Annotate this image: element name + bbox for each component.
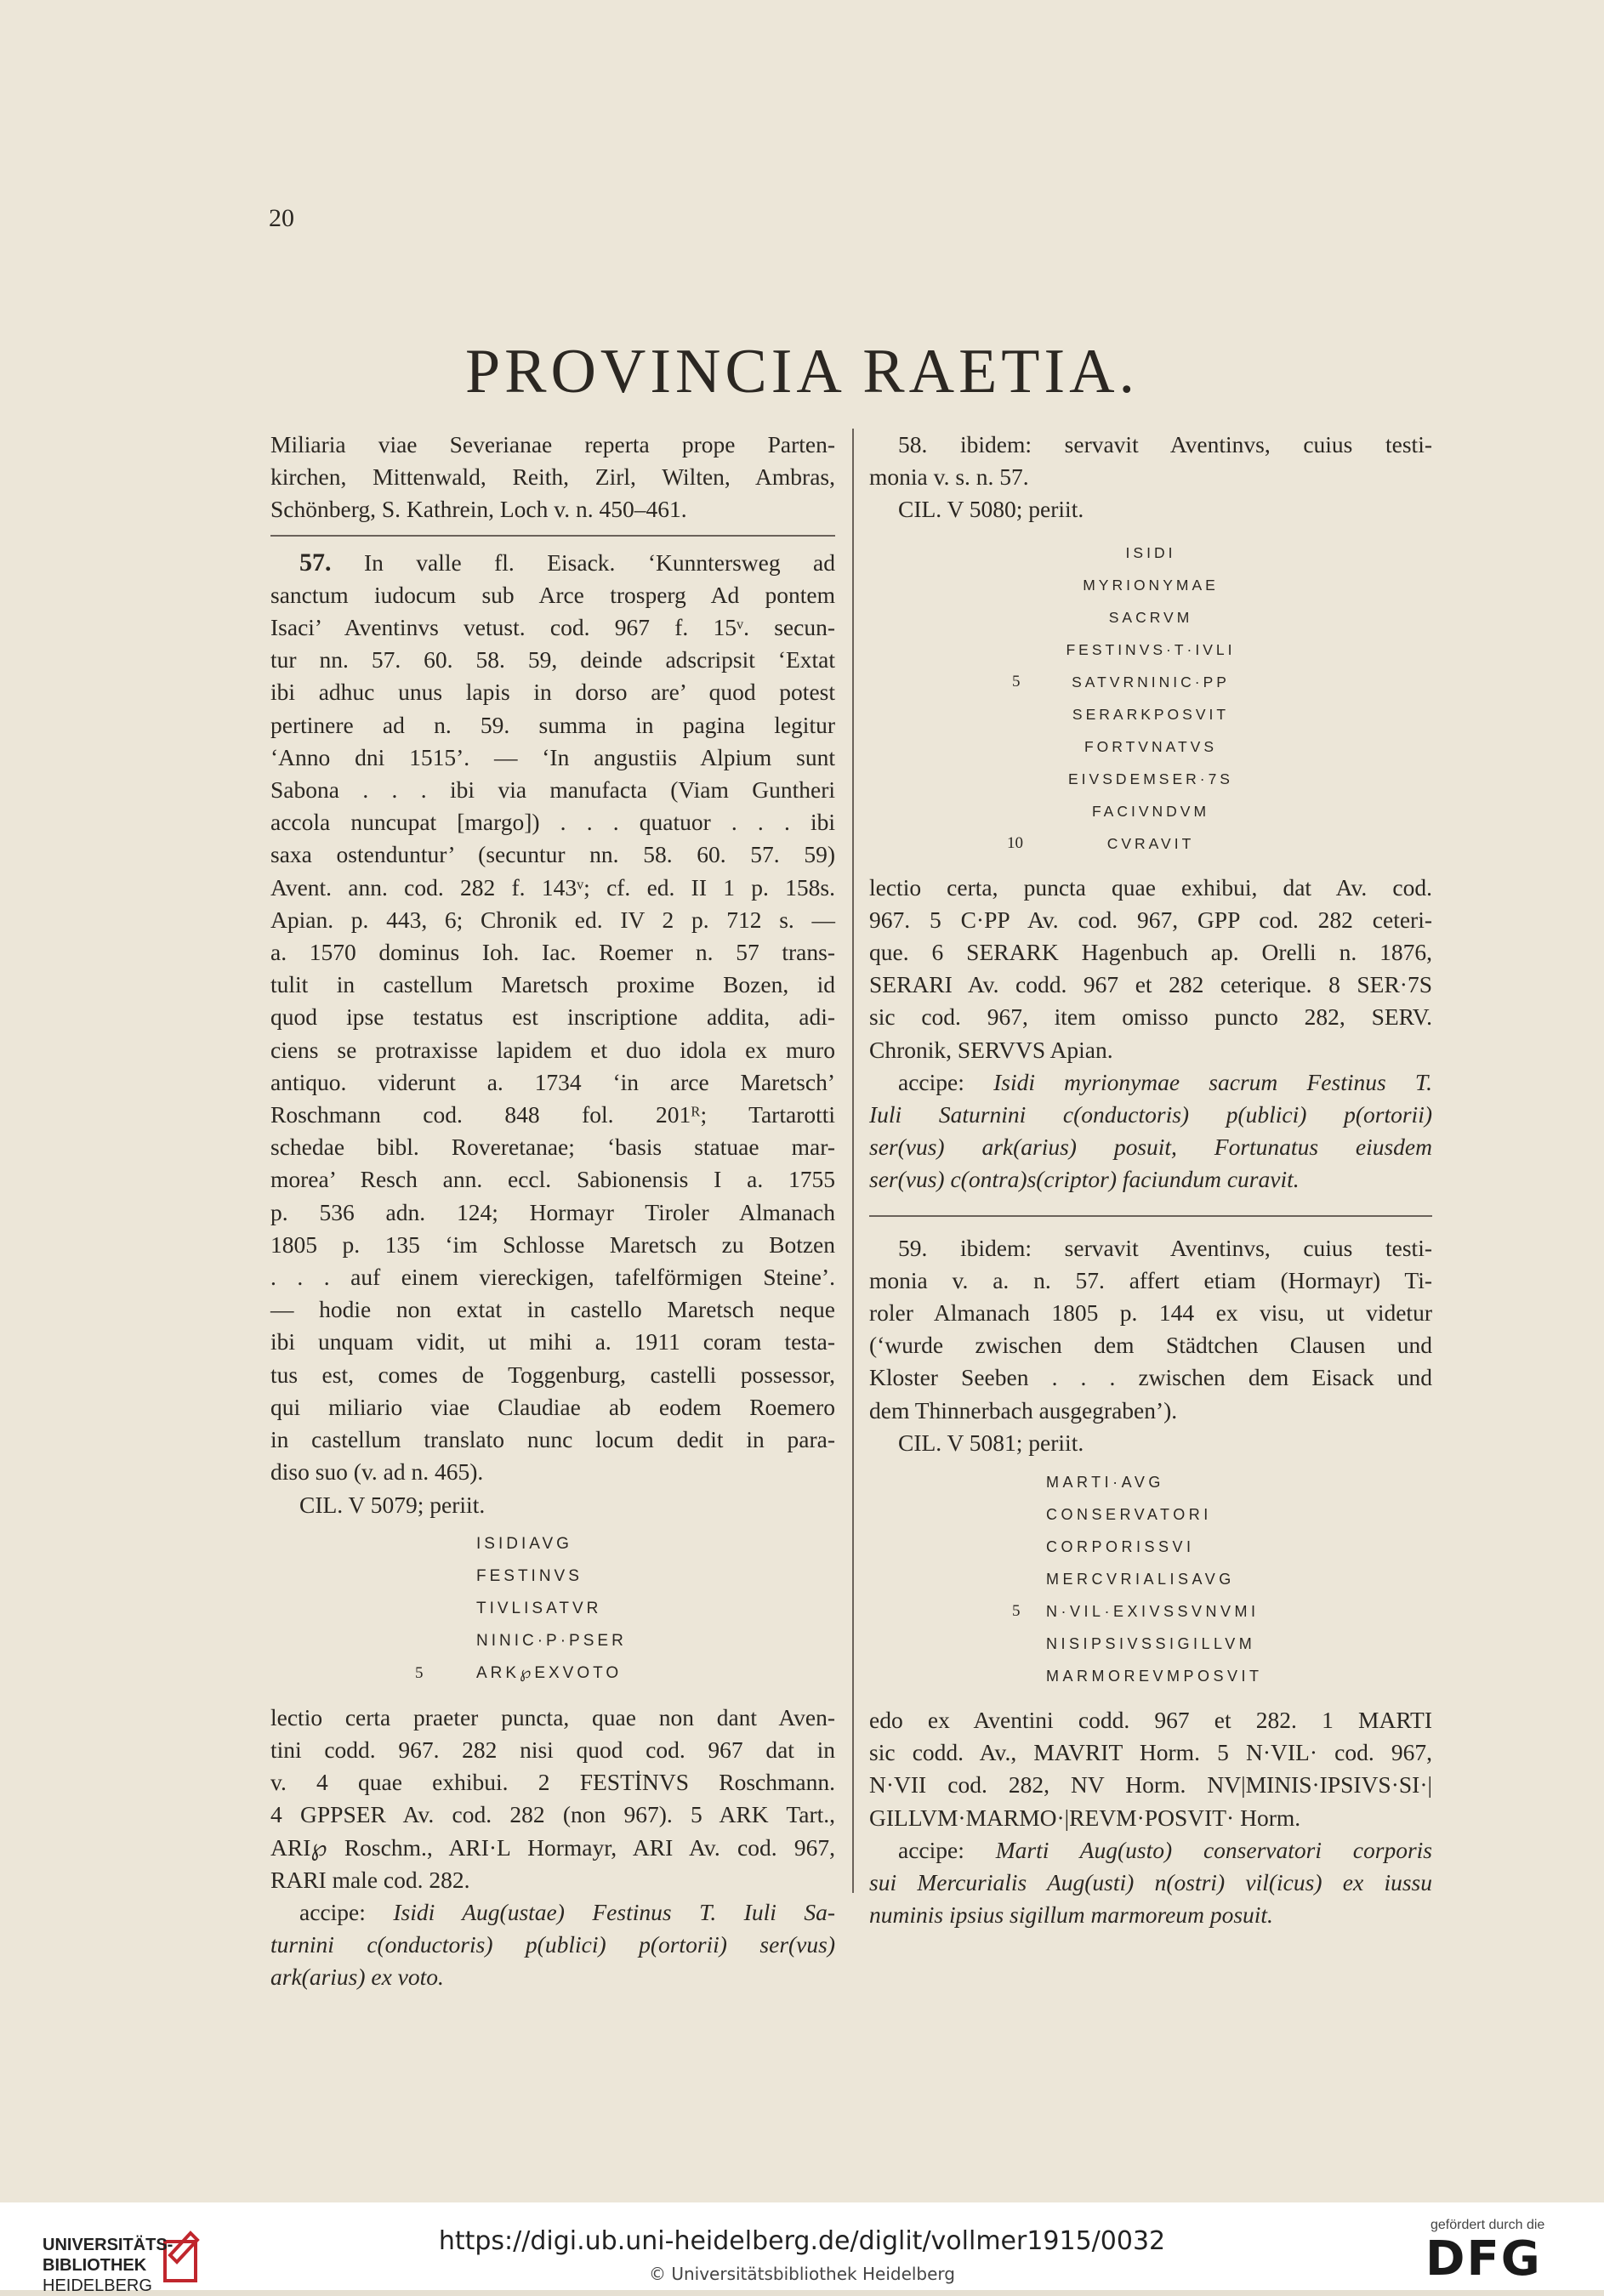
inscription-line: ISIDI — [1125, 543, 1176, 561]
entry-line: Roschmann cod. 848 fol. 201ᴿ; Tartarotti — [270, 1101, 835, 1128]
entry-line: ciens se protraxisse lapidem et duo idola ex muro — [270, 1036, 835, 1063]
inscription-line: EIVSDEMSER·7S — [1068, 770, 1233, 787]
entry-line: Kloster Seeben . . . zwischen dem Eisack und — [869, 1364, 1432, 1391]
accipe-text: Marti Aug(usto) conservatori corporis — [995, 1836, 1433, 1863]
column-divider — [852, 429, 854, 1893]
entry-line: tus est, comes de Toggenburg, castelli possessor, — [270, 1361, 835, 1388]
entry-line: (‘wurde zwischen dem Städtchen Clausen und — [869, 1332, 1432, 1359]
lectio-line: que. 6 SERARK Hagenbuch ap. Orelli n. 1876, — [869, 939, 1432, 966]
inscription-line: FESTINVS — [476, 1566, 583, 1585]
inscription-line: SACRVM — [1108, 608, 1193, 626]
entry-line: tulit in castellum Maretsch proxime Bozen, id — [270, 971, 835, 998]
inscription-line: MERCVRIALISAVG — [1046, 1571, 1235, 1588]
entry-58 — [869, 429, 1432, 1196]
accipe-line: turnini c(onductoris) p(ublici) p(ortorii) ser(vus) — [270, 1931, 835, 1958]
copyright-notice: © Universitätsbibliothek Heidelberg — [648, 2264, 955, 2284]
entry-line: Isaci’ Aventinvs vetust. cod. 967 f. 15ᵛ. secun- — [270, 614, 835, 641]
accipe-line — [270, 1896, 835, 1929]
inscription-line: FORTVNATVS — [1084, 737, 1218, 755]
library-name-line: BIBLIOTHEK — [43, 2256, 147, 2275]
lectio-line: ARI℘ Roschm., ARI·L Hormayr, ARI Av. cod. 967, — [270, 1833, 835, 1861]
intro-line: Schönberg, S. Kathrein, Loch v. n. 450–461. — [270, 496, 687, 523]
lectio-line: 967. 5 C·PP Av. cod. 967, GPP cod. 282 ceteri- — [869, 906, 1432, 933]
permalink-url[interactable]: https://digi.ub.uni-heidelberg.de/diglit/vollmer1915/0032 — [438, 2226, 1166, 2256]
entry-line: monia v. a. n. 57. affert etiam (Hormayr) Ti- — [869, 1266, 1432, 1293]
accipe-line — [869, 1066, 1432, 1099]
lectio-line: tini codd. 967. 282 nisi quod cod. 967 dat in — [270, 1736, 835, 1763]
entry-line: schedae bibl. Roveretanae; ‘basis statuae mar- — [270, 1134, 835, 1161]
inscription-line: CVRAVIT — [1106, 834, 1195, 852]
entry-59 — [869, 1232, 1432, 1932]
lectio-line: SERARI Av. codd. 967 et 282 ceterique. 8 SER·7S — [869, 971, 1432, 998]
lectio-line: sic codd. Av., MAVRIT Horm. 5 N·VIL· cod. 967, — [869, 1739, 1432, 1766]
funding-note: gefördert durch die — [1431, 2218, 1545, 2232]
inscription-line: FESTINVS·T·IVLI — [1066, 640, 1236, 658]
entry-line: a. 1570 dominus Ioh. Iac. Roemer n. 57 trans- — [270, 939, 835, 966]
cil-reference: CIL. V 5080; periit. — [898, 496, 1084, 523]
inscription-line: ISIDIAVG — [476, 1534, 572, 1553]
dfg-logo: DFG — [1425, 2231, 1542, 2287]
page-title: PROVINCIA RAETIA. — [464, 337, 1140, 406]
accipe-line: ser(vus) ark(arius) posuit, Fortunatus eiusdem — [869, 1134, 1432, 1161]
lectio-line: lectio certa, puncta quae exhibui, dat Av. cod. — [869, 873, 1432, 901]
inscription-line: MYRIONYMAE — [1083, 576, 1219, 594]
accipe-line: ark(arius) ex voto. — [270, 1964, 444, 1991]
cil-reference: CIL. V 5081; periit. — [898, 1429, 1084, 1456]
entry-line: saxa ostenduntur’ (secuntur nn. 58. 60. 57. 59) — [270, 841, 835, 868]
inscription-line: MARTI·AVG — [1046, 1474, 1164, 1492]
entry-line-text: In valle fl. Eisack. ‘Kunntersweg ad — [363, 548, 836, 576]
inscription-line-number: 10 — [1007, 833, 1023, 852]
inscription-57 — [270, 1528, 835, 1690]
accipe-label: accipe: — [299, 1898, 366, 1925]
inscription-line: CORPORISSVI — [1046, 1538, 1195, 1556]
cil-reference: CIL. V 5079; periit. — [299, 1491, 486, 1518]
inscription-line: FACIVNDVM — [1091, 802, 1210, 820]
lectio-line: lectio certa praeter puncta, quae non dant Aven- — [270, 1703, 835, 1731]
entry-number: 57. — [299, 548, 332, 577]
inscription-line: TIVLISATVR — [476, 1599, 602, 1617]
entry-line: accola nuncupat [margo]) . . . quatuor . . . ibi — [270, 809, 835, 836]
entry-line: in castellum translato nunc locum dedit in para- — [270, 1426, 835, 1453]
inscription-line: ARK℘EXVOTO — [476, 1663, 623, 1682]
entry-line: ibi adhuc unus lapis in dorso are’ quod potest — [270, 679, 835, 706]
lectio-line: sic cod. 967, item omisso puncto 282, SERV. — [869, 1003, 1432, 1031]
entry-line: qui miliario viae Claudiae ab eodem Roemero — [270, 1393, 835, 1420]
entry-line: 58. ibidem: servavit Aventinvs, cuius testi- — [898, 431, 1432, 457]
page-number: 20 — [269, 204, 294, 232]
right-column — [869, 429, 1432, 1931]
library-name-line: HEIDELBERG — [43, 2276, 152, 2295]
inscription-line: NINIC·P·PSER — [476, 1631, 627, 1650]
inscription-line: N·VIL·EXIVSSVNVMI — [1046, 1603, 1260, 1621]
entry-line: 59. ibidem: servavit Aventinvs, cuius testi- — [898, 1234, 1432, 1261]
left-column — [270, 429, 835, 1994]
inscription-line-number: 5 — [415, 1663, 424, 1682]
lectio-line: 4 GPPSER Av. cod. 282 (non 967). 5 ARK Tart., — [270, 1801, 835, 1828]
entry-line: Apian. p. 443, 6; Chronik ed. IV 2 p. 712 s. — — [270, 906, 835, 933]
inscription-line-number: 5 — [1012, 672, 1021, 691]
entry-line: Avent. ann. cod. 282 f. 143ᵛ; cf. ed. II 1 p. 158s. — [270, 873, 835, 901]
entry-line: morea’ Resch ann. eccl. Sabionensis I a. 1755 — [270, 1166, 835, 1193]
accipe-text: Isidi myrionymae sacrum Festinus T. — [993, 1068, 1433, 1095]
accipe-line: Iuli Saturnini c(onductoris) p(ublici) p(ortorii) — [869, 1101, 1432, 1128]
inscription-line: SERARKPOSVIT — [1072, 705, 1230, 723]
intro-line: Miliaria viae Severianae reperta prope Parten- — [270, 431, 835, 457]
entry-line: 1805 p. 135 ‘im Schlosse Maretsch zu Botzen — [270, 1230, 835, 1258]
intro-paragraph — [270, 429, 835, 526]
inscription-line: CONSERVATORI — [1046, 1506, 1212, 1524]
inscription-58 — [869, 537, 1432, 860]
lectio-line: Chronik, SERVVS Apian. — [869, 1036, 1113, 1063]
inscription-line-number: 5 — [1012, 1602, 1021, 1621]
lectio-line: GILLVM·MARMO·|REVM·POSVIT· Horm. — [869, 1804, 1301, 1831]
accipe-line — [869, 1834, 1432, 1867]
accipe-text: Isidi Aug(ustae) Festinus T. Iuli Sa- — [393, 1898, 836, 1925]
inscription-59 — [869, 1466, 1432, 1692]
entry-line: roler Almanach 1805 p. 144 ex visu, ut videtur — [869, 1299, 1432, 1327]
accipe-line: sui Mercurialis Aug(usti) n(ostri) vil(icus) ex iussu — [869, 1869, 1432, 1896]
accipe-line: numinis ipsius sigillum marmoreum posuit. — [869, 1901, 1273, 1929]
entry-line — [270, 547, 835, 579]
entry-line: tur nn. 57. 60. 58. 59, deinde adscripsit ‘Extat — [270, 646, 835, 673]
entry-line: monia v. s. n. 57. — [869, 463, 1029, 491]
entry-line: Sabona . . . ibi via manufacta (Viam Guntheri — [270, 776, 835, 804]
entry-line: diso suo (v. ad n. 465). — [270, 1458, 484, 1486]
inscription-line: SATVRNINIC·PP — [1072, 673, 1230, 691]
section-rule — [869, 1215, 1432, 1217]
entry-line: ibi unquam vidit, ut mihi a. 1911 coram testa- — [270, 1328, 835, 1355]
accipe-line: ser(vus) c(ontra)s(criptor) faciundum curavit. — [869, 1166, 1300, 1193]
entry-line: sanctum iudocum sub Arce trosperg Ad pontem — [270, 581, 835, 608]
section-rule — [270, 535, 835, 537]
entry-line: — hodie non extat in castello Maretsch neque — [270, 1296, 835, 1323]
accipe-label: accipe: — [898, 1068, 964, 1095]
entry-line: . . . auf einem viereckigen, tafelförmigen Steine’. — [270, 1264, 835, 1291]
entry-line: quod ipse testatus est inscriptione addita, adi- — [270, 1003, 835, 1031]
library-name-line: UNIVERSITÄTS- — [43, 2236, 173, 2254]
lectio-line: RARI male cod. 282. — [270, 1866, 470, 1893]
inscription-line: NISIPSIVSSIGILLVM — [1046, 1635, 1256, 1653]
lectio-line: N·VII cod. 282, NV Horm. NV|MINIS·IPSIVS·SI·| — [869, 1771, 1432, 1799]
entry-57 — [270, 547, 835, 1994]
entry-line: dem Thinnerbach ausgegraben’). — [869, 1396, 1178, 1424]
entry-line: ‘Anno dni 1515’. — ‘In angustiis Alpium sunt — [270, 743, 835, 770]
entry-line: p. 536 adn. 124; Hormayr Tiroler Almanach — [270, 1198, 835, 1225]
accipe-label: accipe: — [898, 1836, 964, 1863]
lectio-line: v. 4 quae exhibui. 2 FESTİNVS Roschmann. — [270, 1769, 835, 1796]
lectio-line: edo ex Aventini codd. 967 et 282. 1 MARTI — [869, 1707, 1432, 1734]
entry-line: antiquo. viderunt a. 1734 ‘in arce Maretsch’ — [270, 1068, 835, 1095]
entry-line: pertinere ad n. 59. summa in pagina legitur — [270, 711, 835, 738]
intro-line: kirchen, Mittenwald, Reith, Zirl, Wilten, Ambras, — [270, 463, 835, 491]
inscription-line: MARMOREVMPOSVIT — [1046, 1668, 1263, 1685]
